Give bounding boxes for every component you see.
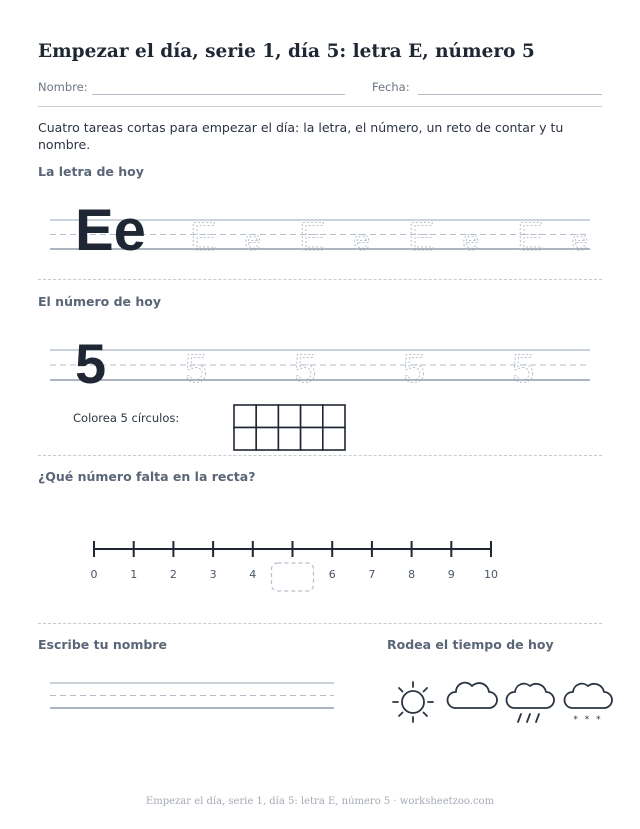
rain-cloud-icon[interactable] (507, 684, 555, 722)
number-line-label: 1 (130, 568, 138, 581)
footer: Empezar el día, serie 1, día 5: letra E, número 5 · worksheetzoo.com (145, 796, 495, 807)
ten-frame-cell[interactable] (301, 428, 323, 451)
number-guide-lines (50, 350, 590, 380)
trace-number[interactable]: 5 (403, 347, 426, 391)
missing-number-box[interactable] (272, 563, 314, 591)
page-title: Empezar el día, serie 1, día 5: letra E, número 5 (38, 41, 535, 62)
number-line-label: 3 (209, 568, 217, 581)
section-divider (38, 455, 602, 456)
number-trace-row (185, 347, 534, 391)
name-section-title: Escribe tu nombre (38, 637, 167, 652)
number-line-label: 2 (169, 568, 177, 581)
trace-letter[interactable]: e (462, 224, 480, 257)
trace-letter[interactable]: E (190, 215, 217, 259)
number-line-label: 8 (408, 568, 416, 581)
number-section-title: El número de hoy (38, 294, 161, 309)
number-line-label: 6 (328, 568, 336, 581)
name-field[interactable] (92, 94, 345, 95)
ten-frame-cell[interactable] (323, 428, 345, 451)
trace-number[interactable]: 5 (512, 347, 535, 391)
ten-frame-cell[interactable] (278, 405, 300, 428)
section-divider (38, 279, 602, 280)
ten-frame-cell[interactable] (278, 428, 300, 451)
section-divider (38, 623, 602, 624)
snow-cloud-icon[interactable] (565, 684, 612, 725)
trace-letter[interactable]: e (244, 224, 262, 257)
date-field[interactable] (418, 94, 602, 95)
letter-model: Ee (75, 198, 146, 263)
weather-section-title: Rodea el tiempo de hoy (387, 637, 554, 652)
name-writing-lines[interactable] (50, 683, 334, 708)
ten-frame-cell[interactable] (323, 405, 345, 428)
ten-frame (234, 405, 345, 450)
date-field-label: Fecha: (372, 80, 410, 94)
number-line (91, 541, 499, 591)
trace-number[interactable]: 5 (185, 347, 208, 391)
trace-letter[interactable]: E (408, 215, 435, 259)
ten-frame-cell[interactable] (301, 405, 323, 428)
trace-letter[interactable]: E (299, 215, 326, 259)
trace-letter[interactable]: E (517, 215, 544, 259)
header-divider (38, 106, 602, 107)
sun-icon[interactable] (393, 682, 433, 722)
number-line-label: 4 (249, 568, 257, 581)
numberline-section-title: ¿Qué número falta en la recta? (38, 469, 256, 484)
cloud-icon[interactable] (447, 683, 497, 708)
number-line-label: 0 (90, 568, 98, 581)
ten-frame-cell[interactable] (256, 405, 278, 428)
name-field-label: Nombre: (38, 80, 88, 94)
svg-text:* * *: * * * (573, 715, 603, 725)
trace-letter[interactable]: e (353, 224, 371, 257)
ten-frame-cell[interactable] (234, 428, 256, 451)
letter-section-title: La letra de hoy (38, 164, 144, 179)
letter-trace-row (190, 215, 588, 259)
number-line-label: 7 (368, 568, 376, 581)
number-line-label: 10 (484, 568, 498, 581)
trace-number[interactable]: 5 (294, 347, 317, 391)
ten-frame-cell[interactable] (256, 428, 278, 451)
number-model: 5 (75, 332, 107, 395)
number-line-label: 9 (447, 568, 455, 581)
intro-text: Cuatro tareas cortas para empezar el día: la letra, el número, un reto de contar y tu nombre. (38, 120, 564, 152)
ten-frame-cell[interactable] (234, 405, 256, 428)
trace-letter[interactable]: e (571, 224, 589, 257)
color-circles-label: Colorea 5 círculos: (73, 411, 180, 425)
